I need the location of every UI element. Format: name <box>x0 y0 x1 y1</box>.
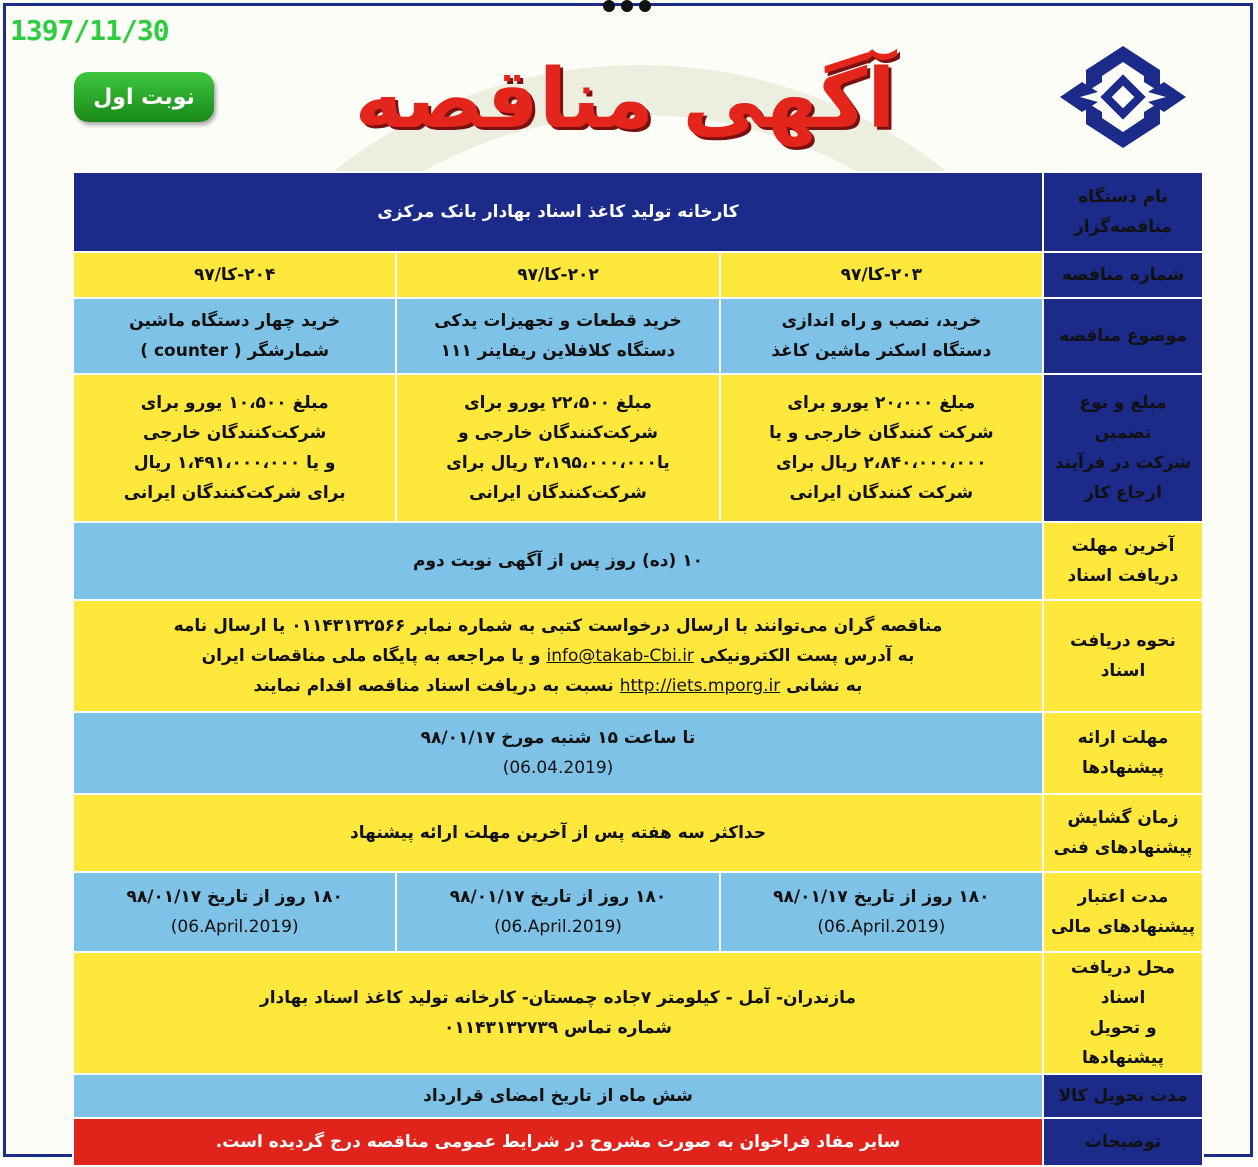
how-line-3-end: نسبت به دریافت اسناد مناقصه اقدام نمایند <box>253 676 614 696</box>
place-value <box>73 952 1043 1074</box>
notes-value: سایر مفاد فراخوان به صورت مشروح در شرایط عمومی مناقصه درج گردیده است. <box>73 1118 1043 1166</box>
tender-number-2: ۲۰۲-کا/۹۷ <box>396 252 719 298</box>
table-row-guarantee <box>73 374 1203 522</box>
subject-line: خرید، نصب و راه اندازی <box>781 311 982 331</box>
table-row-notes <box>73 1118 1203 1166</box>
guarantee-line: یا۳،۱۹۵،۰۰۰،۰۰۰ ریال برای <box>446 453 670 473</box>
guarantee-line: برای شرکت‌کنندگان ایرانی <box>123 483 346 503</box>
label-line: ارجاع کار <box>1084 483 1162 503</box>
round-badge <box>74 72 214 122</box>
place-address: مازندران- آمل - کیلومتر ۷جاده چمستان- کارخانه تولید کاغذ اسناد بهادار <box>259 988 857 1008</box>
place-phone: شماره تماس ۰۱۱۴۳۱۳۲۷۳۹ <box>444 1018 672 1038</box>
how-line-1: مناقصه گران می‌توانند با ارسال درخواست کتبی به شماره نمابر ۰۱۱۴۳۱۳۲۵۶۶ یا ارسال نامه <box>173 616 943 636</box>
table-row-how-to-receive <box>73 600 1203 712</box>
how-line-3 <box>80 671 1036 701</box>
guarantee-line: شرکت‌کنندگان خارجی و <box>458 423 658 443</box>
label-tender-number: شماره مناقصه <box>1043 252 1203 298</box>
table-row-validity <box>73 872 1203 952</box>
label-opening <box>1043 794 1203 872</box>
subject-line: خرید چهار دستگاه ماشین <box>129 311 341 331</box>
subject-2 <box>396 298 719 374</box>
table-row-subject <box>73 298 1203 374</box>
validity-line: ۱۸۰ روز از تاریخ ۹۸/۰۱/۱۷ <box>773 887 990 907</box>
guarantee-line: مبلغ ۲۰،۰۰۰ یورو برای <box>787 393 976 413</box>
label-guarantee <box>1043 374 1203 522</box>
tender-table <box>72 171 1204 1167</box>
subject-1 <box>720 298 1043 374</box>
table-row-place <box>73 952 1203 1074</box>
table-row-offer-deadline <box>73 712 1203 794</box>
guarantee-line: شرکت کنندگان خارجی و یا <box>769 423 994 443</box>
how-line-2-start: به آدرس پست الکترونیکی <box>699 646 915 666</box>
label-line: مبلغ و نوع تضمین <box>1079 393 1167 443</box>
label-validity <box>1043 872 1203 952</box>
validity-2 <box>396 872 719 952</box>
email-link[interactable]: info@takab-Cbi.ir <box>546 646 694 666</box>
label-line: مهلت ارائه <box>1077 728 1169 748</box>
validity-line: ۱۸۰ روز از تاریخ ۹۸/۰۱/۱۷ <box>449 887 667 907</box>
tender-number-1: ۲۰۳-کا/۹۷ <box>720 252 1043 298</box>
validity-date: (06.April.2019) <box>817 917 946 937</box>
label-place <box>1043 952 1203 1074</box>
label-line: شرکت در فرآیند <box>1054 453 1192 473</box>
guarantee-1 <box>720 374 1043 522</box>
how-to-receive-text <box>73 600 1043 712</box>
how-line-2 <box>80 641 1036 671</box>
stamp-date: 1397/11/30 <box>10 14 169 47</box>
delivery-value: شش ماه از تاریخ امضای قرارداد <box>73 1074 1043 1118</box>
label-delivery: مدت تحویل کالا <box>1043 1074 1203 1118</box>
offer-deadline-date: (06.04.2019) <box>502 758 614 778</box>
guarantee-3 <box>73 374 396 522</box>
label-offer-deadline <box>1043 712 1203 794</box>
guarantee-line: شرکت‌کنندگان خارجی <box>143 423 327 443</box>
table-row-organizer <box>73 172 1203 252</box>
opening-value: حداکثر سه هفته پس از آخرین مهلت ارائه پیشنهاد <box>73 794 1043 872</box>
table-row-delivery <box>73 1074 1203 1118</box>
label-line: آخرین مهلت <box>1071 536 1175 556</box>
label-line: پیشنهادهای مالی <box>1050 917 1196 937</box>
label-how-to-receive <box>1043 600 1203 712</box>
validity-3 <box>73 872 396 952</box>
label-line: زمان گشایش <box>1067 808 1179 828</box>
guarantee-line: ۲،۸۴۰،۰۰۰،۰۰۰ ریال برای <box>776 453 987 473</box>
offer-deadline-value <box>73 712 1043 794</box>
website-link[interactable]: http://iets.mporg.ir <box>619 676 781 696</box>
organizer-name: کارخانه تولید کاغذ اسناد بهادار بانک مرکزی <box>73 172 1043 252</box>
subject-line: دستگاه کلافلاین ریفاینر ۱۱۱ <box>440 341 676 361</box>
label-line: مدت اعتبار <box>1077 887 1169 907</box>
label-subject: موضوع مناقصه <box>1043 298 1203 374</box>
label-line: محل دریافت اسناد <box>1070 958 1176 1008</box>
label-organizer <box>1043 172 1203 252</box>
label-line: دریافت اسناد <box>1067 566 1179 586</box>
tender-number-3: ۲۰۴-کا/۹۷ <box>73 252 396 298</box>
table-row-tender-number <box>73 252 1203 298</box>
label-line: پیشنهادها <box>1081 758 1165 778</box>
label-line: نحوه دریافت <box>1070 631 1176 651</box>
page-title: آگهی مناقصه <box>354 52 896 147</box>
guarantee-line: مبلغ ۲۲،۵۰۰ یورو برای <box>464 393 652 413</box>
subject-line: دستگاه اسکنر ماشین کاغذ <box>771 341 992 361</box>
table-row-opening <box>73 794 1203 872</box>
guarantee-2 <box>396 374 719 522</box>
guarantee-line: شرکت کنندگان ایرانی <box>789 483 974 503</box>
offer-deadline-line: تا ساعت ۱۵ شنبه مورخ ۹۸/۰۱/۱۷ <box>420 728 696 748</box>
subject-3 <box>73 298 396 374</box>
subject-line: شمارشگر ( counter ) <box>140 341 330 361</box>
subject-line: خرید قطعات و تجهیزات یدکی <box>434 311 682 331</box>
validity-date: (06.April.2019) <box>494 917 622 937</box>
guarantee-line: مبلغ ۱۰،۵۰۰ یورو برای <box>140 393 329 413</box>
top-ornament-icon <box>599 0 655 14</box>
how-line-2-end: و یا مراجعه به پایگاه ملی مناقصات ایران <box>201 646 541 666</box>
how-line-3-start: به نشانی <box>786 676 863 696</box>
guarantee-line: و یا ۱،۴۹۱،۰۰۰،۰۰۰ ریال <box>133 453 336 473</box>
label-line: پیشنهادهای فنی <box>1053 838 1193 858</box>
central-bank-logo-icon <box>1056 44 1190 150</box>
label-notes: توضیحات <box>1043 1118 1203 1166</box>
validity-1 <box>720 872 1043 952</box>
table-row-deadline <box>73 522 1203 600</box>
guarantee-line: شرکت‌کنندگان ایرانی <box>469 483 647 503</box>
label-line: و تحویل پیشنهادها <box>1081 1018 1165 1068</box>
label-line: مناقصه‌گزار <box>1073 217 1173 237</box>
deadline-value: ۱۰ (ده) روز پس از آگهی نوبت دوم <box>73 522 1043 600</box>
label-line: اسناد <box>1100 661 1146 681</box>
label-deadline <box>1043 522 1203 600</box>
validity-date: (06.April.2019) <box>170 917 299 937</box>
label-line: نام دستگاه <box>1078 187 1168 207</box>
validity-line: ۱۸۰ روز از تاریخ ۹۸/۰۱/۱۷ <box>126 887 343 907</box>
round-badge-label: نوبت اول <box>93 84 195 110</box>
